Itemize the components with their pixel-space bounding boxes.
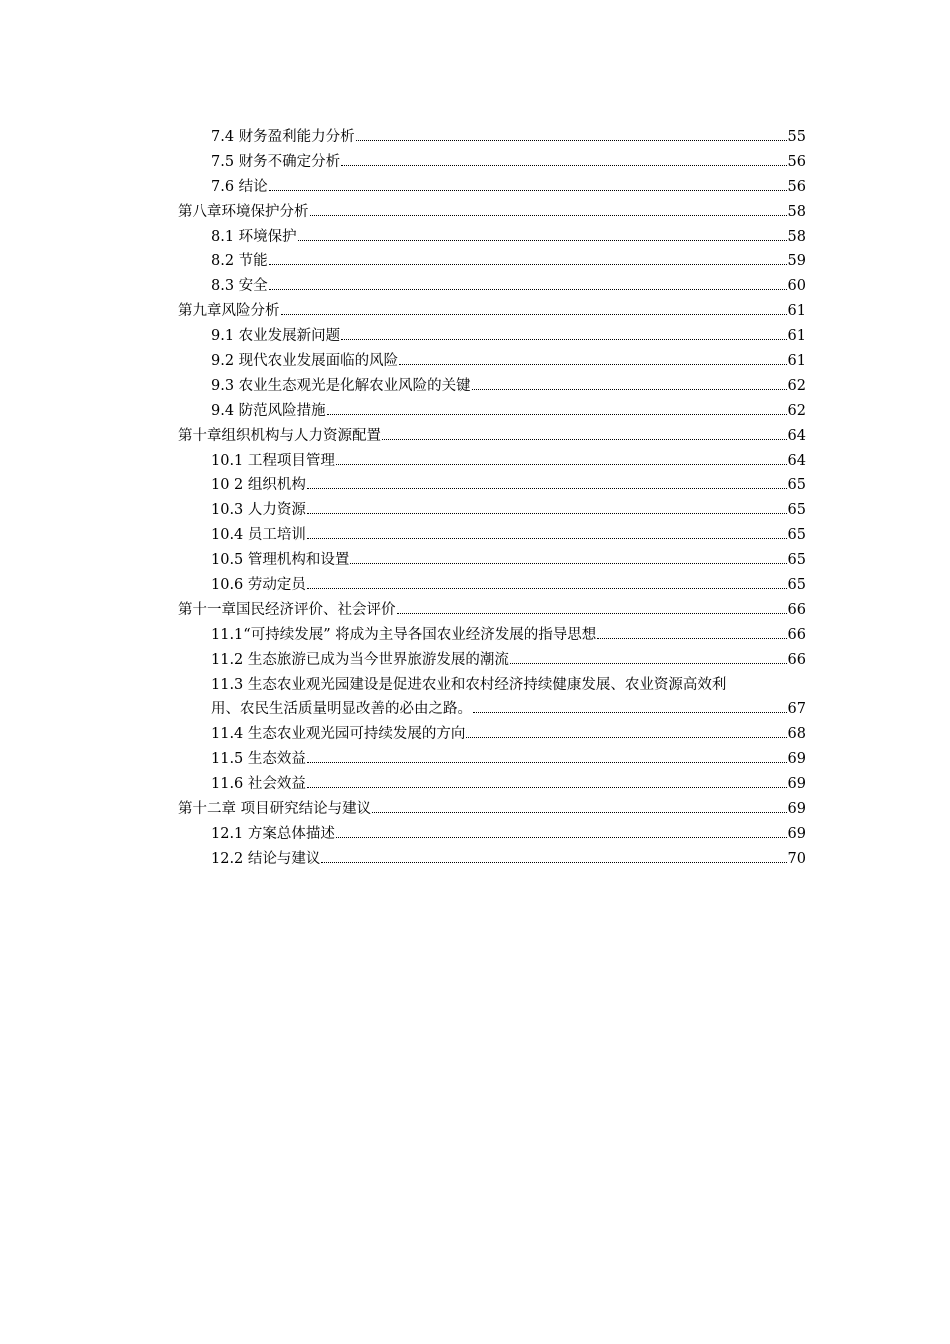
toc-page-number: 69 <box>787 801 806 818</box>
toc-chapter-entry[interactable] <box>178 797 806 822</box>
toc-entry-title: 11.6 社会效益 <box>211 776 306 793</box>
toc-page-number: 61 <box>787 328 806 345</box>
toc-leader-dots <box>307 787 787 788</box>
table-of-contents <box>178 125 806 872</box>
toc-leader-dots <box>473 712 787 713</box>
toc-page-number: 65 <box>787 477 806 494</box>
toc-entry-title-continued: 用、农民生活质量明显改善的必由之路。 <box>211 701 472 718</box>
toc-page-number: 58 <box>787 228 806 245</box>
toc-entry-title: 10.3 人力资源 <box>211 502 306 519</box>
toc-section-entry[interactable] <box>178 747 806 772</box>
toc-entry-title: 11.1“可持续发展” 将成为主导各国农业经济发展的指导思想 <box>211 626 597 643</box>
toc-section-entry[interactable] <box>178 548 806 573</box>
toc-section-entry[interactable] <box>178 648 806 673</box>
toc-section-entry[interactable] <box>178 274 806 299</box>
toc-page-number: 65 <box>787 502 806 519</box>
toc-entry-title: 第十一章国民经济评价、社会评价 <box>178 601 396 618</box>
toc-page-number: 66 <box>787 626 806 643</box>
toc-leader-dots <box>321 862 786 863</box>
toc-entry-title: 11.3 生态农业观光园建设是促进农业和农村经济持续健康发展、农业资源高效利 <box>211 676 727 693</box>
toc-page-number: 59 <box>787 253 806 270</box>
toc-entry-title: 8.1 环境保护 <box>211 228 297 245</box>
toc-leader-dots <box>336 464 787 465</box>
toc-leader-dots <box>472 389 787 390</box>
toc-chapter-entry[interactable] <box>178 200 806 225</box>
toc-leader-dots <box>341 165 786 166</box>
toc-leader-dots <box>307 513 787 514</box>
toc-entry-title: 第十二章 项目研究结论与建议 <box>178 801 372 818</box>
toc-entry-title: 第八章环境保护分析 <box>178 203 309 220</box>
toc-section-entry[interactable] <box>178 399 806 424</box>
toc-entry-title: 7.5 财务不确定分析 <box>211 153 341 170</box>
toc-section-entry[interactable] <box>178 473 806 498</box>
toc-leader-dots <box>466 737 786 738</box>
toc-page-number: 64 <box>787 427 806 444</box>
toc-entry-title: 11.5 生态效益 <box>211 751 306 768</box>
toc-page-number: 68 <box>787 726 806 743</box>
toc-entry-title: 12.2 结论与建议 <box>211 850 321 867</box>
toc-section-entry[interactable] <box>178 225 806 250</box>
toc-leader-dots <box>397 613 787 614</box>
toc-entry-title: 10.1 工程项目管理 <box>211 452 335 469</box>
toc-leader-dots <box>382 439 787 440</box>
toc-section-entry[interactable] <box>178 449 806 474</box>
toc-page-number: 65 <box>787 577 806 594</box>
toc-entry-title: 10 2 组织机构 <box>211 477 306 494</box>
toc-page-number: 65 <box>787 552 806 569</box>
toc-leader-dots <box>510 663 787 664</box>
toc-entry-title: 10.5 管理机构和设置 <box>211 552 350 569</box>
toc-page-number: 58 <box>787 203 806 220</box>
toc-section-entry[interactable] <box>178 349 806 374</box>
toc-entry-title: 11.4 生态农业观光园可持续发展的方向 <box>211 726 466 743</box>
toc-leader-dots <box>597 638 786 639</box>
toc-leader-dots <box>269 190 787 191</box>
toc-entry-title: 8.3 安全 <box>211 278 268 295</box>
toc-leader-dots <box>307 538 787 539</box>
toc-page-number: 56 <box>787 178 806 195</box>
toc-page-number: 55 <box>787 129 806 145</box>
toc-entry-title: 7.6 结论 <box>211 178 268 195</box>
toc-section-entry[interactable] <box>178 249 806 274</box>
toc-section-entry[interactable] <box>178 150 806 175</box>
toc-entry-title: 8.2 节能 <box>211 253 268 270</box>
toc-page-number: 69 <box>787 751 806 768</box>
toc-page-number: 56 <box>787 153 806 170</box>
toc-page-number: 67 <box>787 701 806 718</box>
toc-page-number: 66 <box>787 601 806 618</box>
toc-leader-dots <box>372 812 786 813</box>
toc-entry-continuation[interactable] <box>178 697 806 722</box>
toc-entry-title: 9.3 农业生态观光是化解农业风险的关键 <box>211 377 471 394</box>
toc-section-entry[interactable] <box>178 125 806 150</box>
toc-leader-dots <box>336 837 787 838</box>
toc-chapter-entry[interactable] <box>178 598 806 623</box>
toc-leader-dots <box>310 215 787 216</box>
toc-section-entry[interactable] <box>178 772 806 797</box>
toc-leader-dots <box>269 289 787 290</box>
toc-entry-title: 9.1 农业发展新问题 <box>211 328 341 345</box>
toc-leader-dots <box>307 488 787 489</box>
toc-entry-title: 10.6 劳动定员 <box>211 577 306 594</box>
toc-page-number: 69 <box>787 776 806 793</box>
toc-page-number: 62 <box>787 402 806 419</box>
toc-page-number: 70 <box>787 850 806 867</box>
toc-section-entry[interactable] <box>178 523 806 548</box>
toc-section-entry[interactable] <box>178 847 806 872</box>
toc-leader-dots <box>269 264 787 265</box>
toc-page-number: 62 <box>787 377 806 394</box>
toc-entry[interactable] <box>178 673 806 698</box>
toc-leader-dots <box>327 414 787 415</box>
toc-leader-dots <box>298 240 787 241</box>
toc-leader-dots <box>356 140 787 141</box>
toc-section-entry[interactable] <box>178 573 806 598</box>
toc-section-entry[interactable] <box>178 623 806 648</box>
toc-leader-dots <box>307 762 787 763</box>
toc-page-number: 61 <box>787 353 806 370</box>
toc-entry-title: 11.2 生态旅游已成为当今世界旅游发展的潮流 <box>211 651 509 668</box>
toc-chapter-entry[interactable] <box>178 424 806 449</box>
toc-entry-title: 9.4 防范风险措施 <box>211 402 326 419</box>
toc-entry-title: 第九章风险分析 <box>178 303 280 320</box>
toc-section-entry[interactable] <box>178 175 806 200</box>
toc-page-number: 66 <box>787 651 806 668</box>
toc-entry-title: 9.2 现代农业发展面临的风险 <box>211 353 399 370</box>
toc-leader-dots <box>350 563 786 564</box>
toc-entry-title: 第十章组织机构与人力资源配置 <box>178 427 381 444</box>
toc-page-number: 69 <box>787 825 806 842</box>
toc-chapter-entry[interactable] <box>178 299 806 324</box>
toc-section-entry[interactable] <box>178 822 806 847</box>
toc-leader-dots <box>281 314 787 315</box>
toc-leader-dots <box>341 339 786 340</box>
toc-page-number: 61 <box>787 303 806 320</box>
toc-leader-dots <box>399 364 786 365</box>
toc-entry-title: 12.1 方案总体描述 <box>211 825 335 842</box>
toc-section-entry[interactable] <box>178 324 806 349</box>
toc-page-number: 65 <box>787 527 806 544</box>
toc-page-number: 60 <box>787 278 806 295</box>
toc-page-number: 64 <box>787 452 806 469</box>
toc-section-entry[interactable] <box>178 722 806 747</box>
toc-entry-title: 10.4 员工培训 <box>211 527 306 544</box>
toc-section-entry[interactable] <box>178 374 806 399</box>
toc-leader-dots <box>307 588 787 589</box>
toc-section-entry[interactable] <box>178 498 806 523</box>
toc-entry-title: 7.4 财务盈利能力分析 <box>211 129 355 145</box>
